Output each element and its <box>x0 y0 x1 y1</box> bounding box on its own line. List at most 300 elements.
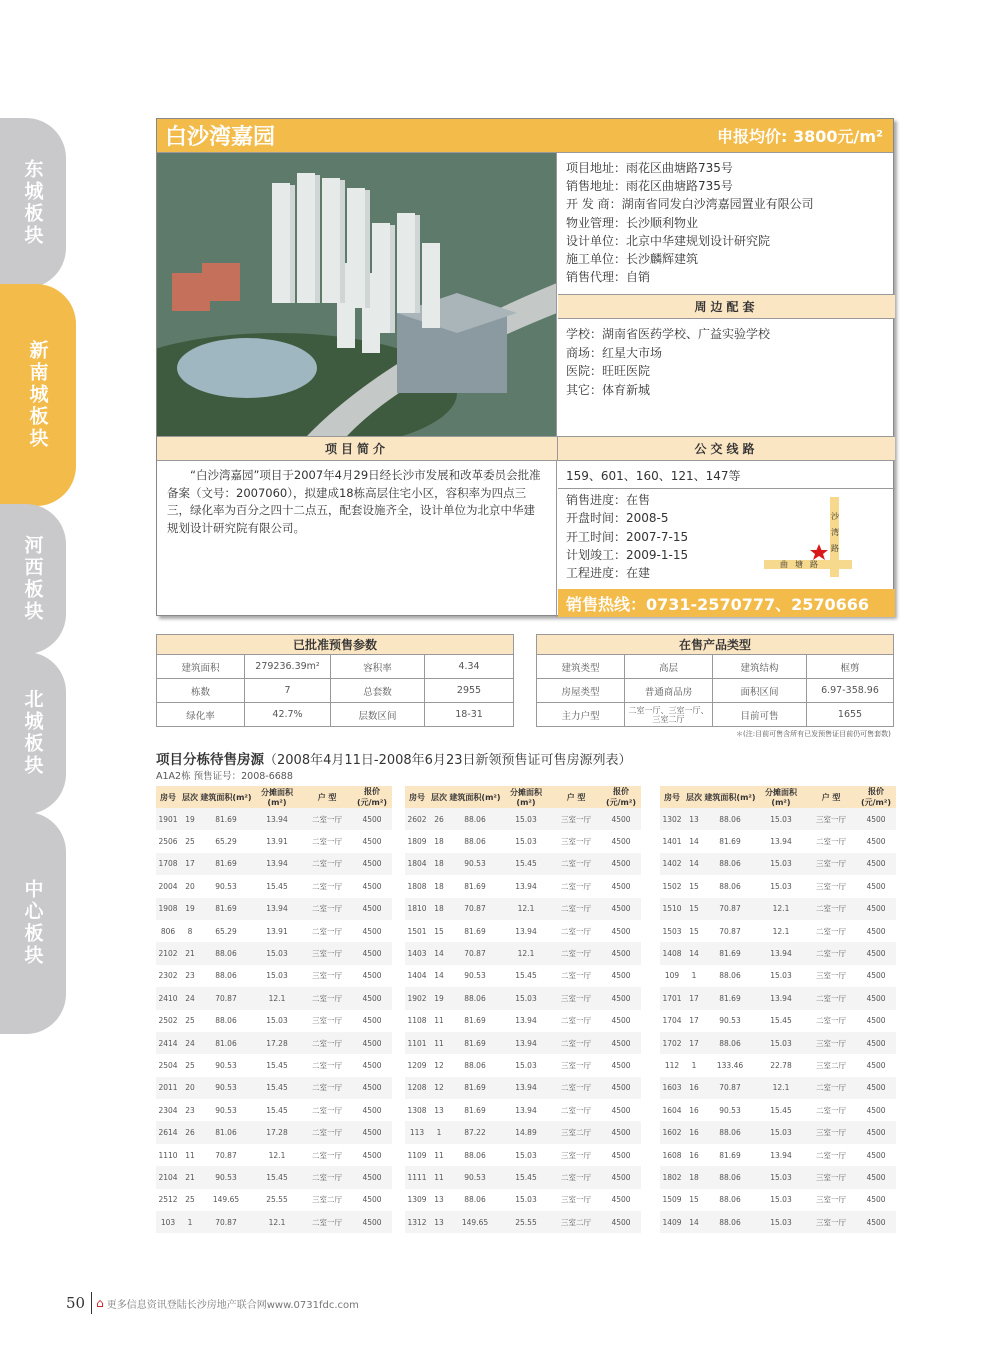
table-cell: 15.03 <box>501 1054 551 1076</box>
table-cell: 103 <box>156 1211 180 1233</box>
project-intro-text: “白沙湾嘉园”项目于2007年4月29日经长沙市发展和改革委员会批准备案（文号：2007060），拟建成18栋高层住宅小区，容积率为四点三三，绿化率为百分之四十二点五，配套设施齐全，设计单位为北京中华建规划设计研究院有限公司。 <box>157 461 557 617</box>
construction-progress-line: 工程进度：在建 <box>566 566 651 581</box>
site-logo-icon: ⌂ <box>96 1296 104 1310</box>
table-cell: 70.87 <box>200 1211 252 1233</box>
table-cell: 90.53 <box>200 1054 252 1076</box>
column-header: 报价(元/m²) <box>856 786 896 808</box>
table-cell: 70.87 <box>704 898 756 920</box>
table-cell: 15 <box>684 920 704 942</box>
table-cell: 二室一厅 <box>302 1099 352 1121</box>
table-cell: 81.69 <box>200 853 252 875</box>
table-cell: 81.69 <box>704 942 756 964</box>
table-cell: 三室一厅 <box>551 1144 601 1166</box>
table-cell: 16 <box>684 1121 704 1143</box>
table-cell: 4500 <box>856 1121 896 1143</box>
table-cell: 二室一厅 <box>302 920 352 942</box>
table-row <box>405 1166 641 1188</box>
table-cell: 15.03 <box>756 808 806 830</box>
table-cell: 二室一厅 <box>551 898 601 920</box>
table-cell: 二室一厅 <box>551 1166 601 1188</box>
table-cell: 4500 <box>601 1166 641 1188</box>
table-cell: 4500 <box>352 1010 392 1032</box>
table-cell: 15.45 <box>252 1054 302 1076</box>
table-cell: 三室一厅 <box>551 1189 601 1211</box>
table-cell: 15.45 <box>252 875 302 897</box>
table-cell: 112 <box>660 1054 684 1076</box>
table-cell: 13.94 <box>501 920 551 942</box>
table-cell: 13.91 <box>252 830 302 852</box>
column-header: 房号 <box>405 786 429 808</box>
table-cell: 13 <box>429 1211 449 1233</box>
tab-new-south-city[interactable]: 新南城板块 <box>0 284 76 506</box>
table-row <box>405 1077 641 1099</box>
table-cell: 三室一厅 <box>806 875 856 897</box>
table-cell: 4500 <box>856 830 896 852</box>
table-cell: 1702 <box>660 1032 684 1054</box>
table-cell: 4500 <box>601 1032 641 1054</box>
table-cell: 1308 <box>405 1099 429 1121</box>
table-cell: 4500 <box>352 1189 392 1211</box>
table-cell: 二室一厅 <box>551 965 601 987</box>
table-row <box>156 898 392 920</box>
table-cell: 4500 <box>601 853 641 875</box>
table-cell: 二室一厅 <box>806 1099 856 1121</box>
table-cell: 24 <box>180 987 200 1009</box>
table-cell: 21 <box>180 942 200 964</box>
table-row <box>660 1189 896 1211</box>
table-cell: 11 <box>429 1032 449 1054</box>
column-header: 房号 <box>660 786 684 808</box>
table-cell: 12.1 <box>252 1144 302 1166</box>
table-cell: 二室一厅 <box>302 898 352 920</box>
table-cell: 12.1 <box>501 942 551 964</box>
table-row <box>405 1144 641 1166</box>
column-header: 建筑面积(m²) <box>200 786 252 808</box>
table-cell: 2004 <box>156 875 180 897</box>
table-cell: 15.03 <box>252 1010 302 1032</box>
table-row <box>660 965 896 987</box>
developer-line: 开 发 商：湖南省同发白沙湾嘉园置业有限公司 <box>566 197 814 212</box>
table-cell: 88.06 <box>449 1189 501 1211</box>
table-cell: 二室一厅 <box>302 853 352 875</box>
table-row <box>405 1121 641 1143</box>
table-row <box>405 1010 641 1032</box>
table-row <box>405 853 641 875</box>
table-cell: 12 <box>429 1077 449 1099</box>
table-row <box>156 1032 392 1054</box>
mall-line: 商场：红星大市场 <box>566 345 663 360</box>
table-cell: 81.06 <box>200 1032 252 1054</box>
listing-table-1 <box>156 786 392 1233</box>
table-cell: 90.53 <box>200 1099 252 1121</box>
table-row <box>405 875 641 897</box>
table-cell: 15.03 <box>252 965 302 987</box>
table-cell: 15.45 <box>252 1077 302 1099</box>
table-cell: 4500 <box>352 898 392 920</box>
table-row <box>405 830 641 852</box>
tab-north-city[interactable]: 北城板块 <box>0 652 66 814</box>
table-cell: 14 <box>429 942 449 964</box>
table-row <box>405 1032 641 1054</box>
table-cell: 14.89 <box>501 1121 551 1143</box>
table-cell: 三室一厅 <box>551 1054 601 1076</box>
table-cell: 25 <box>180 830 200 852</box>
table-cell: 二室一厅 <box>806 987 856 1009</box>
map-label-qu: 曲 <box>780 560 788 569</box>
table-header-row <box>156 786 392 808</box>
map-label-lu2: 路 <box>810 560 818 569</box>
table-row <box>660 1032 896 1054</box>
table-cell: 三室二厅 <box>551 1211 601 1233</box>
project-title: 白沙湾嘉园 <box>165 125 276 150</box>
column-header: 分摊面积(m²) <box>252 786 302 808</box>
bus-header: 公交线路 <box>558 436 895 461</box>
table-cell: 88.06 <box>704 1211 756 1233</box>
column-header: 户 型 <box>302 786 352 808</box>
table-cell: 19 <box>180 808 200 830</box>
table-cell: 11 <box>429 1010 449 1032</box>
table-cell: 4500 <box>352 1121 392 1143</box>
table-cell: 25 <box>180 1054 200 1076</box>
table-cell: 12.1 <box>756 920 806 942</box>
table-cell: 1509 <box>660 1189 684 1211</box>
table-cell: 81.69 <box>704 1144 756 1166</box>
table-cell: 1312 <box>405 1211 429 1233</box>
table-cell: 1503 <box>660 920 684 942</box>
table-cell: 三室一厅 <box>806 853 856 875</box>
table-cell: 12.1 <box>252 1211 302 1233</box>
table-row <box>405 898 641 920</box>
table-row: 建筑类型 高层 建筑结构 框剪 <box>537 655 894 679</box>
table-cell: 1603 <box>660 1077 684 1099</box>
table-cell: 90.53 <box>449 1166 501 1188</box>
table-cell: 11 <box>180 1144 200 1166</box>
listing-table-2 <box>405 786 641 1233</box>
table-cell: 1208 <box>405 1077 429 1099</box>
table-cell: 13.94 <box>756 1144 806 1166</box>
table-cell: 70.87 <box>200 1144 252 1166</box>
table-cell: 1309 <box>405 1189 429 1211</box>
tab-center[interactable]: 中心板块 <box>0 812 66 1034</box>
table-row <box>405 1189 641 1211</box>
table-cell: 81.69 <box>200 808 252 830</box>
table-cell: 二室一厅 <box>551 853 601 875</box>
table-cell: 87.22 <box>449 1121 501 1143</box>
table-cell: 14 <box>684 1211 704 1233</box>
table-cell: 三室一厅 <box>302 942 352 964</box>
table-cell: 2614 <box>156 1121 180 1143</box>
tab-hexi[interactable]: 河西板块 <box>0 504 66 654</box>
column-header: 户 型 <box>806 786 856 808</box>
table-cell: 15.03 <box>756 1121 806 1143</box>
table-cell: 109 <box>660 965 684 987</box>
table-cell: 1101 <box>405 1032 429 1054</box>
table-cell: 81.06 <box>200 1121 252 1143</box>
map-label-sha: 沙 <box>831 512 839 521</box>
table-row <box>405 942 641 964</box>
table-row <box>156 875 392 897</box>
column-header: 分摊面积(m²) <box>756 786 806 808</box>
table-cell: 1401 <box>660 830 684 852</box>
table-row <box>660 1166 896 1188</box>
table-cell: 88.06 <box>449 808 501 830</box>
table-cell: 13 <box>684 808 704 830</box>
table-cell: 81.69 <box>449 875 501 897</box>
table-cell: 14 <box>684 830 704 852</box>
table-cell: 1901 <box>156 808 180 830</box>
table-cell: 90.53 <box>449 853 501 875</box>
map-label-lu1: 路 <box>831 544 839 553</box>
table-row <box>156 942 392 964</box>
table-cell: 15.03 <box>501 830 551 852</box>
table-cell: 90.53 <box>704 1010 756 1032</box>
table-cell: 三室一厅 <box>806 1121 856 1143</box>
table-cell: 1501 <box>405 920 429 942</box>
table-cell: 12.1 <box>252 987 302 1009</box>
table-row <box>660 1144 896 1166</box>
table-cell: 2304 <box>156 1099 180 1121</box>
surround-facilities <box>558 319 895 435</box>
table-cell: 1804 <box>405 853 429 875</box>
table-cell: 4500 <box>856 920 896 942</box>
table-cell: 8 <box>180 920 200 942</box>
table-cell: 22.78 <box>756 1054 806 1076</box>
presale-params-table <box>156 634 514 727</box>
table-cell: 15.03 <box>252 942 302 964</box>
table-cell: 4500 <box>352 1099 392 1121</box>
table-cell: 806 <box>156 920 180 942</box>
table-row <box>156 1166 392 1188</box>
table-cell: 70.87 <box>704 920 756 942</box>
table-cell: 4500 <box>856 965 896 987</box>
table-cell: 16 <box>684 1099 704 1121</box>
table-cell: 4500 <box>601 830 641 852</box>
table-row <box>660 898 896 920</box>
table-cell: 1 <box>429 1121 449 1143</box>
table-cell: 90.53 <box>200 1166 252 1188</box>
table-cell: 16 <box>684 1144 704 1166</box>
table-cell: 88.06 <box>704 1166 756 1188</box>
table-cell: 1802 <box>660 1166 684 1188</box>
presale-title: 已批准预售参数 <box>157 635 514 655</box>
table-cell: 13.94 <box>501 1032 551 1054</box>
table-cell: 4500 <box>352 808 392 830</box>
table-cell: 13 <box>429 1099 449 1121</box>
table-cell: 2512 <box>156 1189 180 1211</box>
table-cell: 90.53 <box>200 875 252 897</box>
project-basic-info <box>558 153 895 294</box>
table-cell: 65.29 <box>200 920 252 942</box>
table-cell: 二室一厅 <box>806 898 856 920</box>
table-cell: 13.94 <box>501 1099 551 1121</box>
table-cell: 4500 <box>352 853 392 875</box>
table-cell: 三室二厅 <box>551 1121 601 1143</box>
table-cell: 88.06 <box>704 853 756 875</box>
location-map <box>764 497 852 577</box>
table-cell: 4500 <box>601 1211 641 1233</box>
table-cell: 4500 <box>352 1211 392 1233</box>
table-cell: 88.06 <box>200 942 252 964</box>
table-cell: 1108 <box>405 1010 429 1032</box>
table-row <box>660 875 896 897</box>
table-cell: 1701 <box>660 987 684 1009</box>
table-cell: 二室一厅 <box>302 1077 352 1099</box>
table-cell: 1403 <box>405 942 429 964</box>
table-cell: 4500 <box>856 1144 896 1166</box>
school-line: 学校：湖南省医药学校、广益实验学校 <box>566 327 771 341</box>
table-cell: 二室一厅 <box>551 1099 601 1121</box>
bus-lines: 159、601、160、121、147等 <box>558 461 895 489</box>
building-permit: A1A2栋 预售证号：2008-6688 <box>156 771 293 782</box>
table-cell: 11 <box>429 1144 449 1166</box>
table-row: 建筑面积 279236.39m² 容积率 4.34 <box>157 655 514 679</box>
table-row <box>660 1121 896 1143</box>
table-cell: 4500 <box>601 987 641 1009</box>
table-cell: 15.45 <box>501 853 551 875</box>
table-cell: 19 <box>429 987 449 1009</box>
table-cell: 4500 <box>856 1032 896 1054</box>
table-cell: 88.06 <box>449 830 501 852</box>
table-cell: 18 <box>429 853 449 875</box>
table-cell: 13.94 <box>252 853 302 875</box>
table-row <box>660 1099 896 1121</box>
table-cell: 1109 <box>405 1144 429 1166</box>
table-row <box>156 1077 392 1099</box>
table-cell: 149.65 <box>449 1211 501 1233</box>
table-cell: 13 <box>429 1189 449 1211</box>
table-cell: 二室一厅 <box>302 875 352 897</box>
table-cell: 4500 <box>856 942 896 964</box>
table-cell: 12.1 <box>756 1077 806 1099</box>
table-cell: 1302 <box>660 808 684 830</box>
table-cell: 三室二厅 <box>302 1189 352 1211</box>
table-cell: 4500 <box>352 1077 392 1099</box>
table-cell: 4500 <box>601 1189 641 1211</box>
table-row <box>660 830 896 852</box>
table-row <box>660 920 896 942</box>
listing-table-3 <box>660 786 896 1233</box>
table-cell: 三室一厅 <box>806 1189 856 1211</box>
table-cell: 4500 <box>352 920 392 942</box>
table-cell: 1708 <box>156 853 180 875</box>
products-title: 在售产品类型 <box>537 635 894 655</box>
footnote: ＊(注:目前可售含所有已发预售证目前仍可售套数) <box>736 730 891 738</box>
table-cell: 15.45 <box>252 1099 302 1121</box>
surround-header: 周边配套 <box>558 294 895 319</box>
table-cell: 70.87 <box>449 942 501 964</box>
table-cell: 70.87 <box>200 987 252 1009</box>
table-cell: 12.1 <box>756 898 806 920</box>
table-cell: 二室一厅 <box>302 1121 352 1143</box>
table-cell: 13.94 <box>756 830 806 852</box>
products-table <box>536 634 894 727</box>
column-header: 报价(元/m²) <box>352 786 392 808</box>
table-cell: 13.91 <box>252 920 302 942</box>
table-cell: 1404 <box>405 965 429 987</box>
table-cell: 4500 <box>601 898 641 920</box>
table-cell: 二室一厅 <box>551 920 601 942</box>
table-cell: 81.69 <box>449 1032 501 1054</box>
table-row <box>405 1054 641 1076</box>
table-row <box>660 853 896 875</box>
table-cell: 15.45 <box>252 1166 302 1188</box>
table-cell: 15 <box>684 1189 704 1211</box>
table-cell: 13.94 <box>756 942 806 964</box>
table-cell: 二室一厅 <box>806 830 856 852</box>
page-footer <box>66 1292 359 1314</box>
table-cell: 81.69 <box>704 987 756 1009</box>
table-cell: 2102 <box>156 942 180 964</box>
table-cell: 70.87 <box>449 898 501 920</box>
table-cell: 2506 <box>156 830 180 852</box>
tab-east-city[interactable]: 东城板块 <box>0 118 66 288</box>
table-cell: 4500 <box>856 1099 896 1121</box>
table-cell: 4500 <box>856 898 896 920</box>
map-label-tang: 塘 <box>795 560 803 569</box>
table-cell: 4500 <box>352 875 392 897</box>
table-cell: 15.03 <box>756 1166 806 1188</box>
column-header: 房号 <box>156 786 180 808</box>
column-header: 报价(元/m²) <box>601 786 641 808</box>
project-card <box>156 118 894 616</box>
divider <box>91 1292 92 1314</box>
sales-status-line: 销售进度：在售 <box>566 493 651 507</box>
table-cell: 三室一厅 <box>551 808 601 830</box>
table-cell: 4500 <box>352 830 392 852</box>
table-cell: 4500 <box>856 875 896 897</box>
table-cell: 二室一厅 <box>302 987 352 1009</box>
table-cell: 二室一厅 <box>302 1054 352 1076</box>
table-cell: 90.53 <box>449 965 501 987</box>
table-cell: 15 <box>429 920 449 942</box>
table-cell: 4500 <box>856 1010 896 1032</box>
table-row <box>660 1211 896 1233</box>
footer-link[interactable]: 更多信息资讯登陆长沙房地产联合网www.0731fdc.com <box>106 1299 359 1311</box>
table-cell: 15.45 <box>756 1010 806 1032</box>
table-cell: 二室一厅 <box>806 1144 856 1166</box>
table-row <box>660 1077 896 1099</box>
sales-address-line: 销售地址：雨花区曲塘路735号 <box>566 179 733 194</box>
table-cell: 81.69 <box>449 1010 501 1032</box>
address-line: 项目地址：雨花区曲塘路735号 <box>566 161 733 175</box>
table-cell: 113 <box>405 1121 429 1143</box>
table-cell: 4500 <box>601 942 641 964</box>
table-cell: 26 <box>180 1121 200 1143</box>
table-cell: 2502 <box>156 1010 180 1032</box>
intro-header: 项目简介 <box>157 436 558 461</box>
table-cell: 4500 <box>856 1211 896 1233</box>
table-row <box>156 1144 392 1166</box>
table-row: 主力户型 二室一厅、三室一厅、三室二厅 目前可售 1655 <box>537 703 894 727</box>
table-cell: 4500 <box>352 1144 392 1166</box>
table-cell: 19 <box>180 898 200 920</box>
table-row <box>405 1211 641 1233</box>
table-cell: 11 <box>429 1166 449 1188</box>
table-cell: 4500 <box>856 1166 896 1188</box>
table-cell: 149.65 <box>200 1189 252 1211</box>
table-cell: 23 <box>180 965 200 987</box>
table-cell: 2302 <box>156 965 180 987</box>
table-cell: 13.94 <box>501 1077 551 1099</box>
table-cell: 4500 <box>856 1077 896 1099</box>
table-cell: 4500 <box>352 987 392 1009</box>
table-cell: 25 <box>180 1189 200 1211</box>
table-cell: 13.94 <box>252 898 302 920</box>
table-cell: 4500 <box>856 1189 896 1211</box>
table-cell: 二室一厅 <box>806 1010 856 1032</box>
table-cell: 15.03 <box>756 1032 806 1054</box>
table-row <box>405 987 641 1009</box>
